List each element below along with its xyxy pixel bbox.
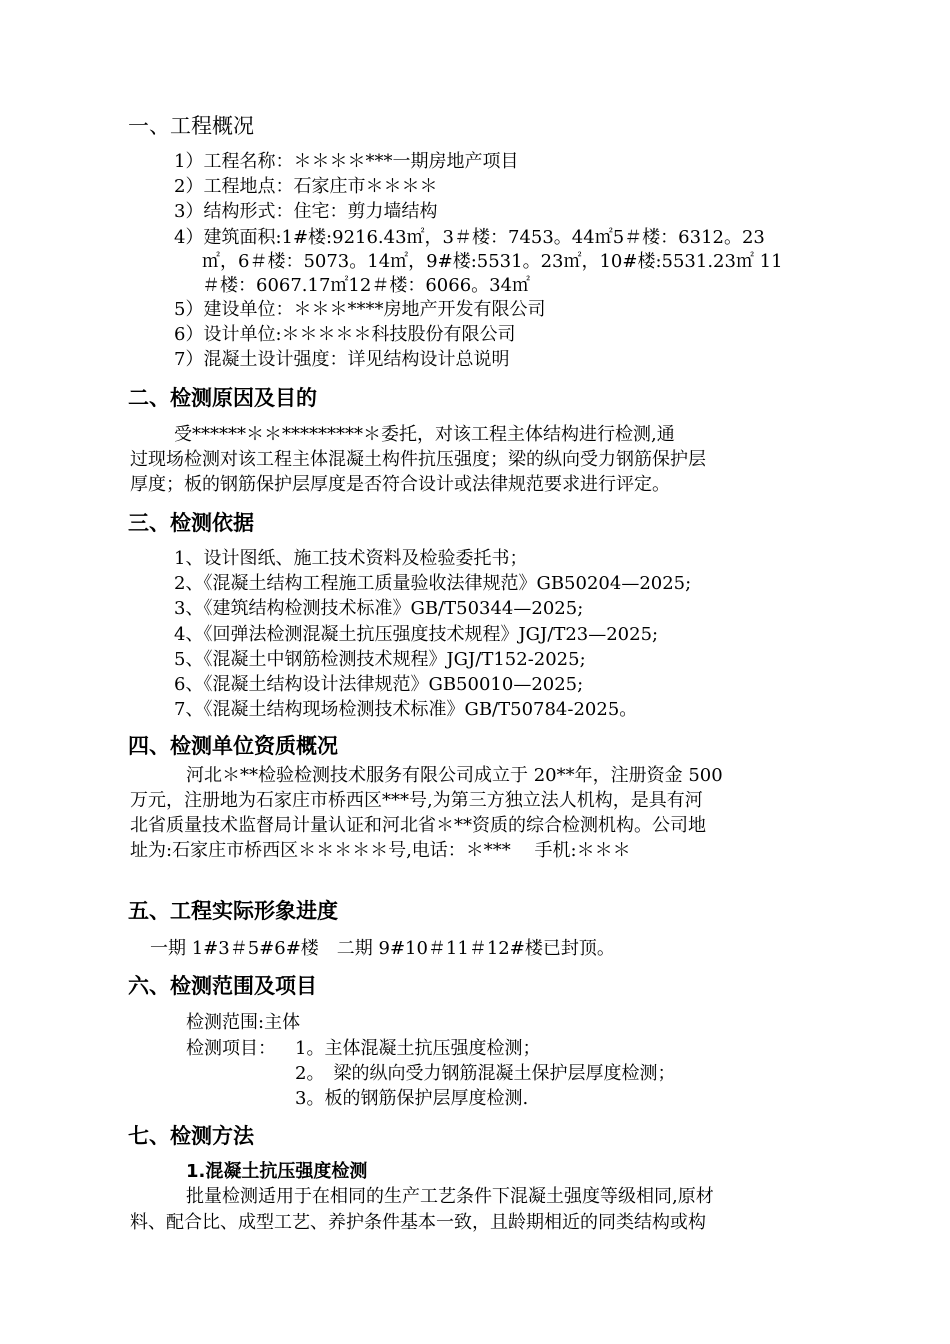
s1-item-1: 1）工程名称：＊＊＊＊***一期房地产项目 xyxy=(174,151,519,172)
s2-paragraph-line-1: 受******＊＊*********＊委托，对该工程主体结构进行检测,通 xyxy=(174,424,675,445)
s1-item-2: 2）工程地点：石家庄市＊＊＊＊ xyxy=(174,176,438,197)
s1-item-7: 7）混凝土设计强度：详见结构设计总说明 xyxy=(174,349,510,370)
s4-paragraph-line-2: 万元，注册地为石家庄市桥西区***号,为第三方独立法人机构，是具有河 xyxy=(130,790,703,811)
s6-item-2: 2。 梁的纵向受力钢筋混凝土保护层厚度检测； xyxy=(295,1063,676,1084)
s4-paragraph-line-3: 北省质量技术监督局计量认证和河北省＊**资质的综合检测机构。公司地 xyxy=(130,815,706,836)
section-5-heading: 五、工程实际形象进度 xyxy=(128,899,338,923)
s1-item-4-line-3: ＃楼：6067.17㎡12＃楼：6066。34㎡ xyxy=(202,275,531,296)
s6-items-label: 检测项目： xyxy=(186,1038,276,1059)
s3-item-6: 6、《混凝土结构设计法律规范》GB50010—2025; xyxy=(174,674,584,695)
s4-paragraph-line-4: 址为:石家庄市桥西区＊＊＊＊＊号,电话：＊*** 手机:＊＊＊ xyxy=(130,840,631,861)
s3-item-2: 2、《混凝土结构工程施工质量验收法律规范》GB50204—2025; xyxy=(174,573,692,594)
s3-item-4: 4、《回弹法检测混凝土抗压强度技术规程》JGJ/T23—2025; xyxy=(174,624,659,645)
s5-progress-line: 一期 1#3＃5#6#楼 二期 9#10＃11＃12#楼已封顶。 xyxy=(150,938,615,959)
s1-item-4-line-1: 4）建筑面积:1#楼:9216.43㎡，3＃楼：7453。44㎡5＃楼：6312。23 xyxy=(174,227,765,248)
s1-item-4-line-2: ㎡，6＃楼：5073。14㎡，9#楼:5531。23㎡，10#楼:5531.23㎡ 11 xyxy=(202,251,783,272)
s6-item-1: 1。主体混凝土抗压强度检测； xyxy=(295,1038,541,1059)
s1-item-6: 6）设计单位:＊＊＊＊＊科技股份有限公司 xyxy=(174,324,516,345)
section-6-heading: 六、检测范围及项目 xyxy=(128,974,317,998)
s7-paragraph-line-1: 批量检测适用于在相同的生产工艺条件下混凝土强度等级相同,原材 xyxy=(186,1186,714,1207)
s4-paragraph-line-1: 河北＊**检验检测技术服务有限公司成立于 20**年，注册资金 500 xyxy=(186,765,723,786)
section-1-heading: 一、工程概况 xyxy=(128,114,254,138)
s2-paragraph-line-3: 厚度；板的钢筋保护层厚度是否符合设计或法律规范要求进行评定。 xyxy=(130,474,670,495)
s3-item-3: 3、《建筑结构检测技术标准》GB/T50344—2025; xyxy=(174,598,584,619)
section-2-heading: 二、检测原因及目的 xyxy=(128,386,317,410)
s3-item-7: 7、《混凝土结构现场检测技术标准》GB/T50784-2025。 xyxy=(174,699,638,720)
s3-item-5: 5、《混凝土中钢筋检测技术规程》JGJ/T152-2025; xyxy=(174,649,586,670)
s6-item-3: 3。板的钢筋保护层厚度检测. xyxy=(295,1088,529,1109)
s2-paragraph-line-2: 过现场检测对该工程主体混凝土构件抗压强度；梁的纵向受力钢筋保护层 xyxy=(130,449,706,470)
s7-paragraph-line-2: 料、配合比、成型工艺、养护条件基本一致，且龄期相近的同类结构或构 xyxy=(130,1212,706,1233)
s6-scope: 检测范围:主体 xyxy=(186,1012,301,1033)
s3-item-1: 1、设计图纸、施工技术资料及检验委托书； xyxy=(174,548,528,569)
section-4-heading: 四、检测单位资质概况 xyxy=(128,734,338,758)
s1-item-3: 3）结构形式：住宅：剪力墙结构 xyxy=(174,201,438,222)
section-7-heading: 七、检测方法 xyxy=(128,1124,254,1148)
section-3-heading: 三、检测依据 xyxy=(128,511,254,535)
s7-subheading: 1.混凝土抗压强度检测 xyxy=(186,1161,368,1182)
s1-item-5: 5）建设单位：＊＊＊****房地产开发有限公司 xyxy=(174,299,546,320)
